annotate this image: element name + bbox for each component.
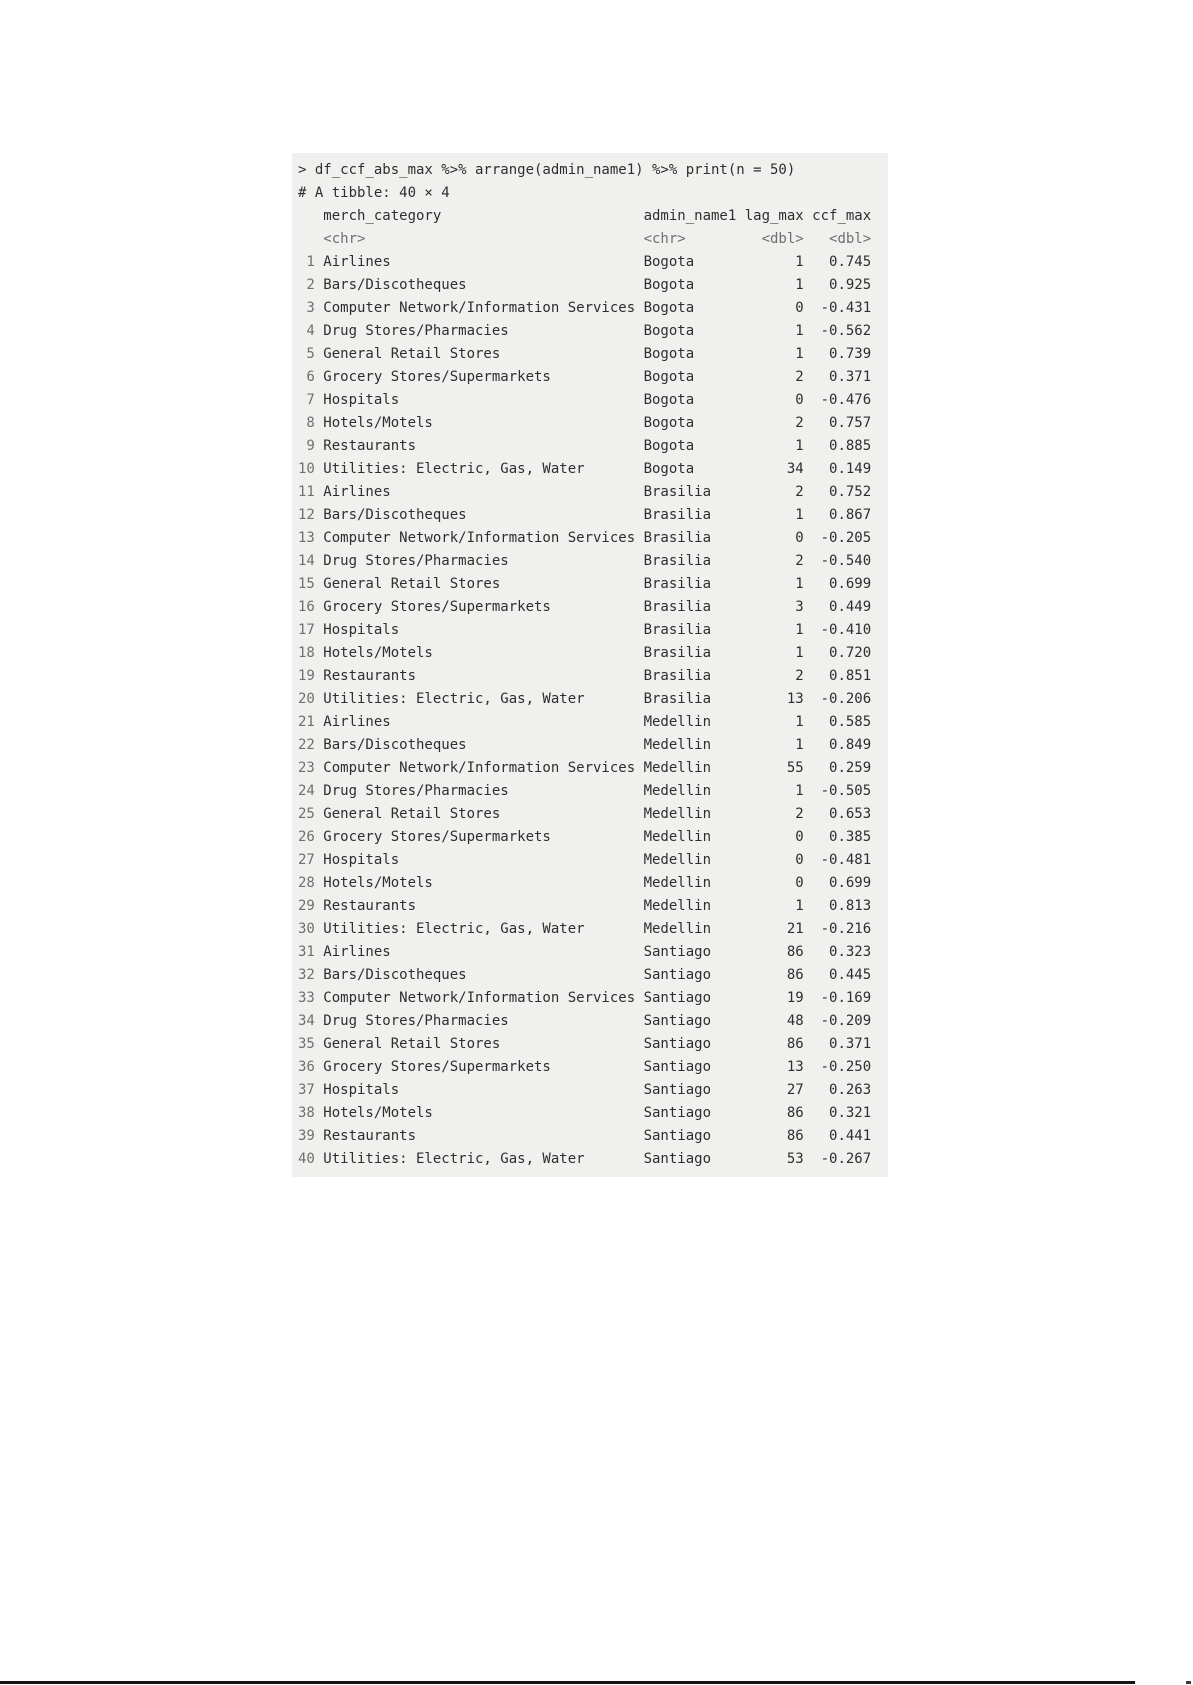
row-number: 10 [298, 461, 315, 477]
row-number: 11 [298, 484, 315, 500]
row-values: General Retail Stores Medellin 2 0.653 [314, 806, 872, 822]
row-values: Bars/Discotheques Bogota 1 0.925 [314, 277, 872, 293]
table-row [298, 481, 888, 504]
table-row [298, 550, 888, 573]
table-row [298, 711, 888, 734]
row-values: General Retail Stores Santiago 86 0.371 [314, 1036, 872, 1052]
row-values: Drug Stores/Pharmacies Bogota 1 -0.562 [314, 323, 872, 339]
row-number: 37 [298, 1082, 315, 1098]
row-number: 9 [298, 438, 315, 454]
row-number: 25 [298, 806, 315, 822]
row-number: 2 [298, 277, 315, 293]
row-values: Hotels/Motels Santiago 86 0.321 [314, 1105, 872, 1121]
table-row [298, 527, 888, 550]
row-values: Computer Network/Information Services Medellin 55 0.259 [314, 760, 872, 776]
table-rows [298, 251, 888, 1171]
table-row [298, 297, 888, 320]
table-row [298, 665, 888, 688]
row-number: 1 [298, 254, 315, 270]
table-row [298, 389, 888, 412]
table-row [298, 320, 888, 343]
row-values: Restaurants Bogota 1 0.885 [314, 438, 872, 454]
row-number: 19 [298, 668, 315, 684]
row-number: 29 [298, 898, 315, 914]
row-values: Hospitals Medellin 0 -0.481 [314, 852, 872, 868]
table-row [298, 596, 888, 619]
row-number: 27 [298, 852, 315, 868]
row-number: 6 [298, 369, 315, 385]
table-row [298, 780, 888, 803]
row-values: Hotels/Motels Bogota 2 0.757 [314, 415, 872, 431]
table-row [298, 1056, 888, 1079]
table-row [298, 734, 888, 757]
row-values: Bars/Discotheques Medellin 1 0.849 [314, 737, 872, 753]
row-values: Airlines Brasilia 2 0.752 [314, 484, 872, 500]
row-number: 16 [298, 599, 315, 615]
row-number: 33 [298, 990, 315, 1006]
table-row [298, 343, 888, 366]
row-number: 7 [298, 392, 315, 408]
row-values: Computer Network/Information Services Santiago 19 -0.169 [314, 990, 872, 1006]
table-row [298, 964, 888, 987]
table-row [298, 826, 888, 849]
row-values: Bars/Discotheques Santiago 86 0.445 [314, 967, 872, 983]
row-values: Utilities: Electric, Gas, Water Santiago 53 -0.267 [314, 1151, 872, 1167]
table-row [298, 688, 888, 711]
table-row [298, 1102, 888, 1125]
row-values: Restaurants Santiago 86 0.441 [314, 1128, 872, 1144]
row-values: Grocery Stores/Supermarkets Brasilia 3 0.449 [314, 599, 872, 615]
row-number: 15 [298, 576, 315, 592]
console-command-line: > df_ccf_abs_max %>% arrange(admin_name1) %>% print(n = 50) [298, 162, 796, 178]
row-number: 28 [298, 875, 315, 891]
table-row [298, 803, 888, 826]
row-number: 36 [298, 1059, 315, 1075]
row-values: Grocery Stores/Supermarkets Medellin 0 0.385 [314, 829, 872, 845]
row-number: 31 [298, 944, 315, 960]
row-values: Airlines Bogota 1 0.745 [314, 254, 872, 270]
row-values: Utilities: Electric, Gas, Water Bogota 34 0.149 [314, 461, 872, 477]
table-row [298, 435, 888, 458]
table-row [298, 941, 888, 964]
bottom-border-line [0, 1681, 1135, 1684]
table-row [298, 274, 888, 297]
table-row [298, 757, 888, 780]
row-number: 14 [298, 553, 315, 569]
row-number: 22 [298, 737, 315, 753]
row-values: Grocery Stores/Supermarkets Santiago 13 -0.250 [314, 1059, 872, 1075]
row-values: Hotels/Motels Brasilia 1 0.720 [314, 645, 872, 661]
row-values: Drug Stores/Pharmacies Santiago 48 -0.209 [314, 1013, 872, 1029]
row-number: 3 [298, 300, 315, 316]
tibble-summary-line: # A tibble: 40 × 4 [298, 185, 450, 201]
table-row [298, 1010, 888, 1033]
row-number: 34 [298, 1013, 315, 1029]
row-values: Drug Stores/Pharmacies Brasilia 2 -0.540 [314, 553, 872, 569]
row-number: 20 [298, 691, 315, 707]
table-row [298, 619, 888, 642]
table-row [298, 366, 888, 389]
row-number: 35 [298, 1036, 315, 1052]
row-number: 8 [298, 415, 315, 431]
row-values: Airlines Santiago 86 0.323 [314, 944, 872, 960]
table-row [298, 895, 888, 918]
row-number: 23 [298, 760, 315, 776]
row-values: Airlines Medellin 1 0.585 [314, 714, 872, 730]
row-number: 17 [298, 622, 315, 638]
r-console-output[interactable] [292, 153, 888, 1177]
table-row [298, 1033, 888, 1056]
table-row [298, 1148, 888, 1171]
row-number: 30 [298, 921, 315, 937]
row-number: 18 [298, 645, 315, 661]
row-values: General Retail Stores Bogota 1 0.739 [314, 346, 872, 362]
table-row [298, 987, 888, 1010]
row-values: Computer Network/Information Services Bogota 0 -0.431 [314, 300, 872, 316]
row-number: 12 [298, 507, 315, 523]
row-values: Restaurants Medellin 1 0.813 [314, 898, 872, 914]
table-row [298, 642, 888, 665]
table-row [298, 872, 888, 895]
table-row [298, 1079, 888, 1102]
table-row [298, 504, 888, 527]
row-number: 40 [298, 1151, 315, 1167]
row-values: Hotels/Motels Medellin 0 0.699 [314, 875, 872, 891]
table-row [298, 573, 888, 596]
table-row [298, 251, 888, 274]
row-number: 4 [298, 323, 315, 339]
table-row [298, 1125, 888, 1148]
table-row [298, 918, 888, 941]
row-number: 32 [298, 967, 315, 983]
row-number: 13 [298, 530, 315, 546]
row-number: 24 [298, 783, 315, 799]
row-number: 21 [298, 714, 315, 730]
table-row [298, 412, 888, 435]
table-types-line: <chr> <chr> <dbl> <dbl> [298, 231, 872, 247]
row-values: Drug Stores/Pharmacies Medellin 1 -0.505 [314, 783, 872, 799]
table-row [298, 849, 888, 872]
row-number: 5 [298, 346, 315, 362]
row-number: 39 [298, 1128, 315, 1144]
row-values: Hospitals Bogota 0 -0.476 [314, 392, 872, 408]
row-values: Computer Network/Information Services Brasilia 0 -0.205 [314, 530, 872, 546]
row-values: Utilities: Electric, Gas, Water Medellin 21 -0.216 [314, 921, 872, 937]
row-values: Restaurants Brasilia 2 0.851 [314, 668, 872, 684]
bottom-right-dot [1186, 1681, 1191, 1684]
row-values: Grocery Stores/Supermarkets Bogota 2 0.371 [314, 369, 872, 385]
table-row [298, 458, 888, 481]
row-values: Hospitals Brasilia 1 -0.410 [314, 622, 872, 638]
row-values: Utilities: Electric, Gas, Water Brasilia 13 -0.206 [314, 691, 872, 707]
row-values: Bars/Discotheques Brasilia 1 0.867 [314, 507, 872, 523]
row-number: 38 [298, 1105, 315, 1121]
table-header-line: merch_category admin_name1 lag_max ccf_max [298, 208, 872, 224]
row-values: Hospitals Santiago 27 0.263 [314, 1082, 872, 1098]
row-values: General Retail Stores Brasilia 1 0.699 [314, 576, 872, 592]
row-number: 26 [298, 829, 315, 845]
